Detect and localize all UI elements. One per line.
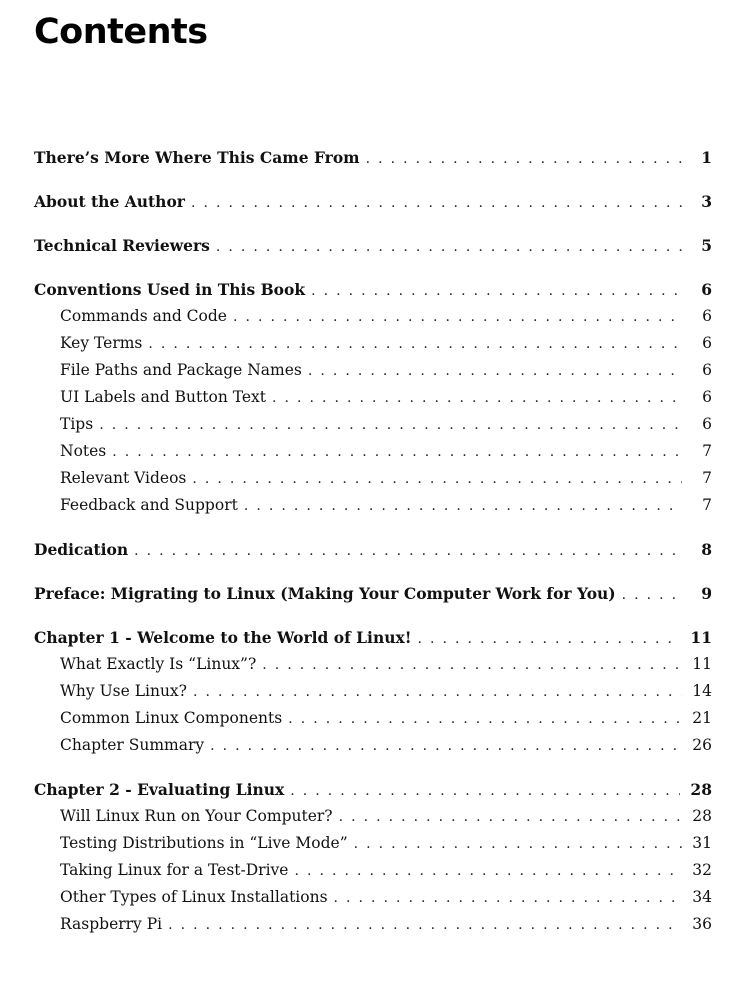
toc-section-entry[interactable] bbox=[34, 830, 712, 857]
dot-leader bbox=[622, 582, 682, 609]
dot-leader bbox=[339, 804, 682, 831]
toc-chapter-entry[interactable] bbox=[34, 232, 712, 259]
dot-leader bbox=[244, 493, 682, 520]
toc-entry-page-number: 7 bbox=[702, 469, 712, 487]
toc-entry-title: File Paths and Package Names bbox=[60, 361, 302, 379]
toc-entry-title: Testing Distributions in “Live Mode” bbox=[60, 834, 348, 852]
dot-leader bbox=[366, 146, 682, 173]
toc-section-entry[interactable] bbox=[34, 651, 712, 678]
toc-entry-page-number: 11 bbox=[692, 655, 712, 673]
toc-entry-title: Chapter 2 - Evaluating Linux bbox=[34, 780, 285, 799]
toc-section-entry[interactable] bbox=[34, 492, 712, 519]
toc-entry-title: Tips bbox=[60, 415, 94, 433]
toc-section-entry[interactable] bbox=[34, 438, 712, 465]
toc-entry-title: Technical Reviewers bbox=[34, 236, 210, 255]
toc-section-entry[interactable] bbox=[34, 857, 712, 884]
toc-entry-title: Dedication bbox=[34, 540, 129, 559]
dot-leader bbox=[134, 538, 682, 565]
toc-section-entry[interactable] bbox=[34, 357, 712, 384]
toc-entry-title: UI Labels and Button Text bbox=[60, 388, 267, 406]
dot-leader bbox=[216, 234, 682, 261]
toc-section-entry[interactable] bbox=[34, 384, 712, 411]
toc-section-entry[interactable] bbox=[34, 678, 712, 705]
dot-leader bbox=[288, 706, 682, 733]
toc-entry-page-number: 6 bbox=[702, 307, 712, 325]
dot-leader bbox=[418, 626, 681, 653]
toc-entry-title: Common Linux Components bbox=[60, 709, 283, 727]
toc-section-entry[interactable] bbox=[34, 884, 712, 911]
toc-entry-title: Feedback and Support bbox=[60, 496, 238, 514]
dot-leader bbox=[354, 831, 682, 858]
toc-section-entry[interactable] bbox=[34, 303, 712, 330]
dot-leader bbox=[262, 652, 682, 679]
dot-leader bbox=[99, 412, 682, 439]
toc-entry-page-number: 11 bbox=[690, 628, 712, 647]
toc-chapter-entry[interactable] bbox=[34, 624, 712, 651]
toc-chapter-entry[interactable] bbox=[34, 276, 712, 303]
toc-chapter-entry[interactable] bbox=[34, 580, 712, 607]
dot-leader bbox=[290, 778, 680, 805]
toc-entry-title: Conventions Used in This Book bbox=[34, 280, 306, 299]
toc-entry-page-number: 9 bbox=[701, 584, 712, 603]
toc-entry-page-number: 6 bbox=[702, 388, 712, 406]
toc-chapter-entry[interactable] bbox=[34, 144, 712, 171]
dot-leader bbox=[191, 190, 682, 217]
toc-entry-page-number: 6 bbox=[702, 334, 712, 352]
toc-entry-title: Will Linux Run on Your Computer? bbox=[60, 807, 333, 825]
toc-entry-page-number: 34 bbox=[692, 888, 712, 906]
toc-section-entry[interactable] bbox=[34, 911, 712, 938]
toc-entry-title: Preface: Migrating to Linux (Making Your Computer Work for You) bbox=[34, 584, 616, 603]
toc-section-entry[interactable] bbox=[34, 465, 712, 492]
dot-leader bbox=[112, 439, 682, 466]
dot-leader bbox=[308, 358, 682, 385]
toc-entry-page-number: 36 bbox=[692, 915, 712, 933]
toc-section-entry[interactable] bbox=[34, 411, 712, 438]
toc-entry-page-number: 3 bbox=[701, 192, 712, 211]
dot-leader bbox=[148, 331, 682, 358]
toc-entry-page-number: 21 bbox=[692, 709, 712, 727]
toc-entry-page-number: 1 bbox=[701, 148, 712, 167]
toc-chapter-entry[interactable] bbox=[34, 188, 712, 215]
toc-section-entry[interactable] bbox=[34, 705, 712, 732]
toc-entry-page-number: 7 bbox=[702, 496, 712, 514]
toc-entry-page-number: 14 bbox=[692, 682, 712, 700]
toc-entry-page-number: 26 bbox=[692, 736, 712, 754]
toc-entry-page-number: 32 bbox=[692, 861, 712, 879]
toc-entry-page-number: 6 bbox=[702, 361, 712, 379]
toc-entry-title: Chapter Summary bbox=[60, 736, 205, 754]
toc-entry-title: What Exactly Is “Linux”? bbox=[60, 655, 257, 673]
toc-entry-title: Key Terms bbox=[60, 334, 143, 352]
dot-leader bbox=[294, 858, 682, 885]
dot-leader bbox=[193, 679, 682, 706]
dot-leader bbox=[192, 466, 682, 493]
toc-entry-title: Taking Linux for a Test-Drive bbox=[60, 861, 289, 879]
page-title: Contents bbox=[34, 12, 208, 52]
toc-entry-page-number: 28 bbox=[690, 780, 712, 799]
toc-entry-title: Commands and Code bbox=[60, 307, 227, 325]
toc-entry-title: Chapter 1 - Welcome to the World of Linux! bbox=[34, 628, 412, 647]
dot-leader bbox=[210, 733, 682, 760]
dot-leader bbox=[168, 912, 682, 939]
toc-entry-title: Why Use Linux? bbox=[60, 682, 187, 700]
table-of-contents bbox=[34, 144, 712, 938]
toc-section-entry[interactable] bbox=[34, 803, 712, 830]
toc-entry-title: About the Author bbox=[34, 192, 185, 211]
toc-entry-title: Other Types of Linux Installations bbox=[60, 888, 328, 906]
toc-entry-title: Relevant Videos bbox=[60, 469, 187, 487]
toc-section-entry[interactable] bbox=[34, 732, 712, 759]
dot-leader bbox=[334, 885, 682, 912]
toc-chapter-entry[interactable] bbox=[34, 536, 712, 563]
toc-chapter-entry[interactable] bbox=[34, 776, 712, 803]
toc-entry-title: Raspberry Pi bbox=[60, 915, 163, 933]
toc-entry-page-number: 5 bbox=[701, 236, 712, 255]
toc-section-entry[interactable] bbox=[34, 330, 712, 357]
toc-entry-page-number: 7 bbox=[702, 442, 712, 460]
toc-entry-page-number: 31 bbox=[692, 834, 712, 852]
toc-entry-page-number: 28 bbox=[692, 807, 712, 825]
dot-leader bbox=[311, 278, 682, 305]
toc-entry-title: There’s More Where This Came From bbox=[34, 148, 360, 167]
toc-entry-page-number: 6 bbox=[702, 415, 712, 433]
dot-leader bbox=[233, 304, 682, 331]
toc-entry-page-number: 6 bbox=[701, 280, 712, 299]
dot-leader bbox=[272, 385, 682, 412]
toc-entry-title: Notes bbox=[60, 442, 107, 460]
toc-entry-page-number: 8 bbox=[701, 540, 712, 559]
